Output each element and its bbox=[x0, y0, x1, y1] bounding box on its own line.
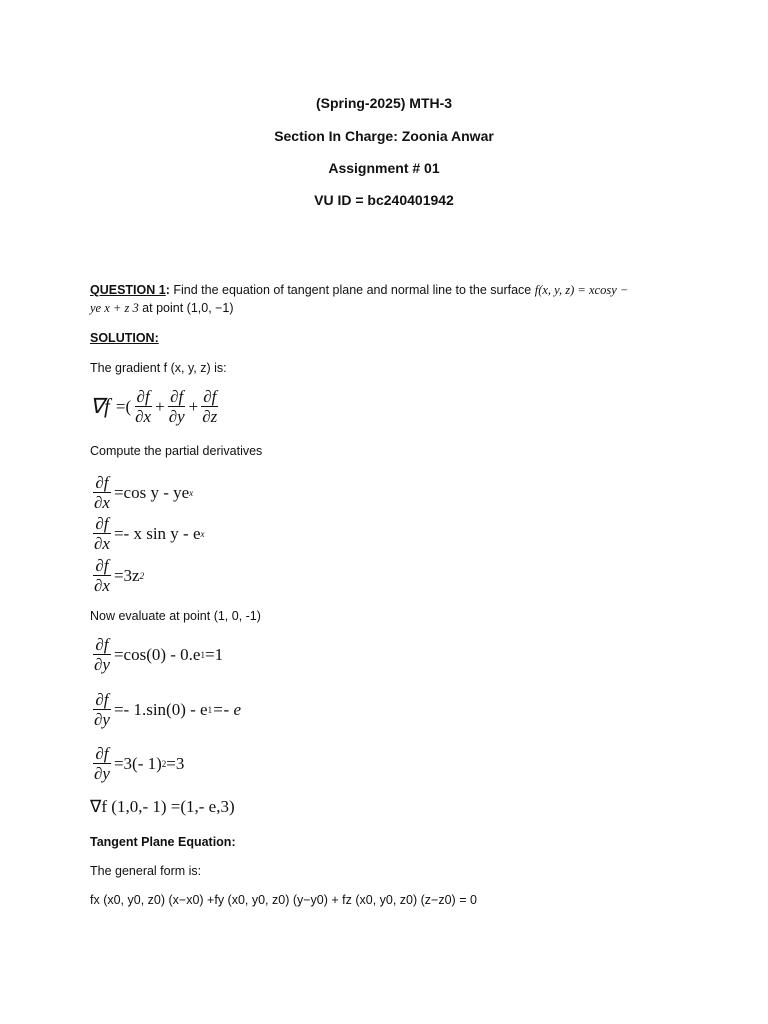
frac-num: ∂f bbox=[203, 387, 217, 406]
frac-num: ∂f bbox=[95, 744, 109, 763]
gradient-intro: The gradient f (x, y, z) is: bbox=[90, 361, 227, 375]
frac-num: ∂f bbox=[136, 387, 150, 406]
question-line-2 bbox=[90, 301, 234, 316]
fraction-df-dx bbox=[133, 388, 153, 425]
evaluated-rhs-b: =- e bbox=[212, 699, 242, 719]
question-point: at point (1,0, −1) bbox=[138, 301, 234, 315]
partial-sup: x bbox=[189, 487, 194, 498]
evaluated-rhs-a: =cos(0) - 0.e bbox=[113, 644, 201, 664]
fraction-df-dy bbox=[167, 388, 187, 425]
frac-num: ∂f bbox=[95, 690, 109, 709]
evaluated-fraction bbox=[92, 691, 112, 728]
evaluated-rhs-b: =1 bbox=[204, 644, 224, 664]
question-formula-b: ye x + z 3 bbox=[90, 301, 139, 315]
partial-fraction bbox=[92, 474, 112, 511]
frac-den: ∂y bbox=[94, 764, 110, 783]
partial-eq-1 bbox=[90, 474, 193, 511]
evaluated-fraction bbox=[92, 745, 112, 782]
header-assignment: Assignment # 01 bbox=[328, 160, 440, 176]
tangent-heading: Tangent Plane Equation: bbox=[90, 835, 236, 849]
question-label: QUESTION 1 bbox=[90, 283, 166, 297]
gradient-equation bbox=[90, 388, 221, 425]
frac-den: ∂x bbox=[94, 576, 110, 595]
header-vuid: VU ID = bc240401942 bbox=[314, 192, 454, 208]
evaluated-rhs-a: =- 1.sin(0) - e bbox=[113, 699, 208, 719]
general-form-equation: fx (x0, y0, z0) (x−x0) +fy (x0, y0, z0) (y−y0) + fz (x0, y0, z0) (z−z0) = 0 bbox=[90, 893, 477, 907]
partial-fraction bbox=[92, 557, 112, 594]
partial-sup: x bbox=[200, 528, 205, 539]
evaluated-eq-1 bbox=[90, 636, 223, 673]
question-formula-a: f(x, y, z) = xcosy − bbox=[534, 283, 629, 297]
evaluated-eq-3 bbox=[90, 745, 184, 782]
question-text: Find the equation of tangent plane and normal line to the surface bbox=[169, 283, 535, 297]
frac-den: ∂y bbox=[168, 407, 185, 426]
plus-sign: + bbox=[188, 396, 199, 416]
frac-den: ∂x bbox=[94, 493, 110, 512]
partial-fraction bbox=[92, 515, 112, 552]
frac-num: ∂f bbox=[95, 635, 109, 654]
partials-intro: Compute the partial derivatives bbox=[90, 444, 263, 458]
fraction-df-dz bbox=[200, 388, 219, 425]
frac-num: ∂f bbox=[95, 514, 109, 533]
frac-den: ∂y bbox=[94, 710, 110, 729]
partial-sup: 2 bbox=[139, 570, 145, 581]
frac-den: ∂x bbox=[135, 407, 152, 426]
frac-den: ∂x bbox=[94, 534, 110, 553]
evaluated-fraction bbox=[92, 636, 112, 673]
partial-eq-2 bbox=[90, 515, 205, 552]
evaluated-sup: 1 bbox=[200, 649, 205, 660]
gradient-eq-open: =( bbox=[115, 396, 132, 416]
partial-rhs: =3z bbox=[113, 565, 140, 585]
header-section: Section In Charge: Zoonia Anwar bbox=[274, 128, 494, 144]
evaluate-intro: Now evaluate at point (1, 0, -1) bbox=[90, 609, 261, 623]
frac-den: ∂y bbox=[94, 655, 110, 674]
evaluated-eq-2 bbox=[90, 691, 241, 728]
frac-num: ∂f bbox=[170, 387, 184, 406]
nabla-f: ∇f bbox=[90, 394, 110, 418]
evaluated-sup: 2 bbox=[161, 758, 167, 769]
solution-label: SOLUTION: bbox=[90, 331, 159, 345]
frac-den: ∂z bbox=[202, 407, 218, 426]
plus-sign: + bbox=[155, 396, 165, 416]
evaluated-rhs-a: =3(- 1) bbox=[113, 753, 162, 773]
header-course: (Spring-2025) MTH-3 bbox=[315, 95, 453, 111]
gradient-value: ∇f (1,0,- 1) =(1,- e,3) bbox=[90, 797, 235, 816]
evaluated-sup: 1 bbox=[207, 704, 213, 715]
partial-rhs: =- x sin y - e bbox=[113, 523, 201, 543]
partial-eq-3 bbox=[90, 557, 144, 594]
question-colon: : bbox=[165, 283, 170, 297]
frac-num: ∂f bbox=[95, 556, 109, 575]
question-line-1 bbox=[90, 283, 628, 298]
evaluated-rhs-b: =3 bbox=[166, 753, 185, 773]
partial-rhs: =cos y - ye bbox=[113, 482, 190, 502]
frac-num: ∂f bbox=[95, 473, 109, 492]
general-form-label: The general form is: bbox=[90, 864, 202, 878]
